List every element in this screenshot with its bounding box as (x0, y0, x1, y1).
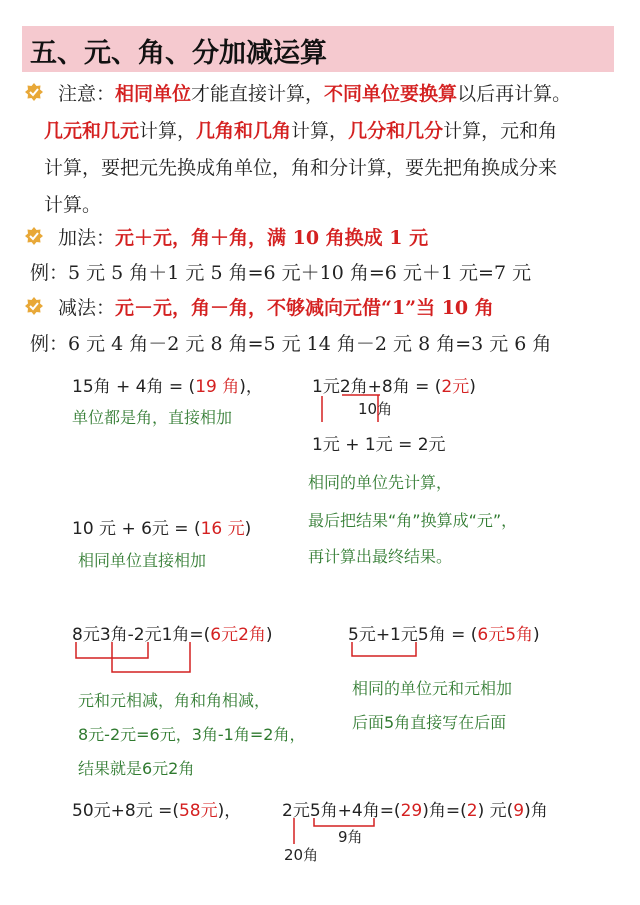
page-title: 五、元、角、分加减运算 (30, 38, 327, 69)
ex1-note: 单位都是角，直接相加 (72, 408, 233, 427)
ex3-expression: 10 元 + 6元 = (16 元) (72, 519, 252, 539)
note-line-1: 注意：相同单位才能直接计算，不同单位要换算以后再计算。 (58, 83, 572, 105)
note-line-4: 计算。 (44, 194, 102, 216)
ex4-expression: 8元3角-2元1角=(6元2角) (72, 625, 273, 645)
badge-icon (24, 226, 44, 246)
ex7-sub-1: 9角 (338, 828, 363, 846)
addition-example: 例：5 元 5 角＋1 元 5 角=6 元＋10 角=6 元＋1 元=7 元 (30, 262, 532, 284)
ex6-expression: 50元+8元 =(58元)， (72, 801, 242, 821)
ex3-note: 相同单位直接相加 (78, 551, 207, 570)
badge-icon (24, 82, 44, 102)
note-line-3: 计算，要把元先换成角单位，角和分计算，要先把角换成分来 (44, 157, 558, 179)
ex5-note-1: 相同的单位元和元相加 (352, 679, 513, 698)
ex4-brackets (72, 640, 212, 680)
ex2-note-3: 再计算出最终结果。 (308, 547, 453, 566)
ex2-note-2: 最后把结果“角”换算成“元”， (308, 511, 518, 530)
ex4-note-1: 元和元相减，角和角相减， (78, 691, 271, 710)
subtraction-example: 例：6 元 4 角－2 元 8 角=5 元 14 角－2 元 8 角=3 元 6 角 (30, 333, 552, 355)
addition-rule: 加法：元＋元，角＋角，满 10 角换成 1 元 (58, 227, 429, 249)
ex4-note-3: 结果就是6元2角 (78, 759, 195, 778)
ex5-bracket (348, 640, 428, 664)
ex7-sub-2: 20角 (284, 846, 319, 864)
ex7-expression: 2元5角+4角=(29)角=(2) 元(9)角 (282, 801, 548, 821)
ex2-note-1: 相同的单位先计算， (308, 473, 453, 492)
ex2-expression: 1元2角+8角 = (2元) (312, 377, 476, 397)
ex1-expression: 15角 + 4角 = (19 角)， (72, 377, 263, 397)
ex2-sub: 10角 (358, 400, 393, 418)
ex4-note-2: 8元-2元=6元，3角-1角=2角， (78, 725, 306, 744)
subtraction-rule: 减法：元－元，角－角，不够减向元借“1”当 10 角 (58, 297, 494, 319)
note-line-2: 几元和几元计算，几角和几角计算，几分和几分计算，元和角 (44, 120, 558, 142)
ex2-line: 1元 + 1元 = 2元 (312, 435, 446, 455)
badge-icon (24, 296, 44, 316)
ex5-note-2: 后面5角直接写在后面 (352, 713, 507, 732)
ex5-expression: 5元+1元5角 = (6元5角) (348, 625, 540, 645)
